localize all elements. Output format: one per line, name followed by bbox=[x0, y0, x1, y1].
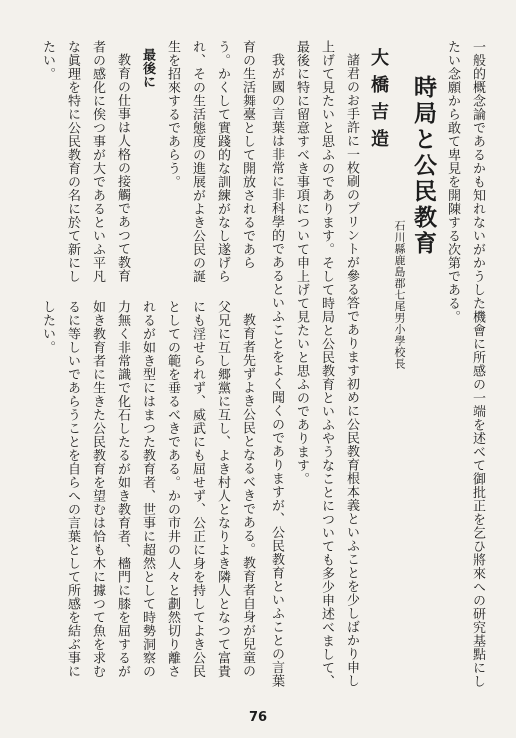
section-heading: 最後に bbox=[140, 48, 155, 89]
author-name: 大橋吉造 bbox=[368, 48, 389, 156]
article-title: 時局と公民教育 bbox=[410, 75, 437, 257]
left-column-lower bbox=[34, 300, 260, 690]
body-paragraph: 教育の仕事は人格の接觸であつて教育者の感化に俟つ事が大であるといふ平凡な眞理を特に公民教育の名に於て新にしたい。 bbox=[40, 40, 130, 283]
page-number: 76 bbox=[248, 710, 268, 725]
author-affiliation: 石川縣鹿島郡七尾男小學校長 bbox=[393, 220, 406, 370]
body-paragraph: 我が國の言葉は非常に非科學的であるといふことをよく聞くのでありますが、公民教育といふことの言葉 bbox=[269, 53, 284, 688]
continued-paragraph: 育の生活舞臺として開放されるであらう。かくして實踐的な訓練がなし遂げられ、その生活態度の進展がよき公民の誕生を招來するであらう。 bbox=[165, 40, 255, 283]
postscript-heading bbox=[34, 300, 35, 690]
intro-paragraph: 一般的概念論であるかも知れないがかうした機會に所感の一端を述べて御批正を乞ひ將來への研究基點にしたい念願から敢て卑見を開陳する次第である。 bbox=[445, 40, 485, 688]
right-column bbox=[262, 40, 490, 690]
left-column-upper bbox=[34, 40, 260, 295]
body-paragraph: 諸君のお手許に一枚刷のプリントが參る答であります初めに公民教育根本義といふことを少しばかり申し上げて見たいと思ふのであります。そして時局と公民教育といふやうなことについても多少申述べまして、最後に特に留意すべき事項について申上げて見たいと思ふのであります。 bbox=[294, 40, 359, 688]
body-paragraph: 教育者先ずよき公民となるべきである。教育者自身が兒童の父兄に互し郷黨に互し、よき村人となりよき隣人となつて富貴にも淫せられず、威武にも屈せず、公正に身を持してよき公民としての範を垂るべきである。かの市井の人々と劃然切り離されるが如き型にはまつた教育者、世事に超然として時勢洞察の力無く非常識で化石したるが如き教育者、檣門に膝を屈するが如き教育者に生きた公民教育を望むは恰も木に據つて魚を求むるに等しいであらうことを自らへの言葉として所感を結ぶ事にしたい。 bbox=[40, 300, 255, 678]
